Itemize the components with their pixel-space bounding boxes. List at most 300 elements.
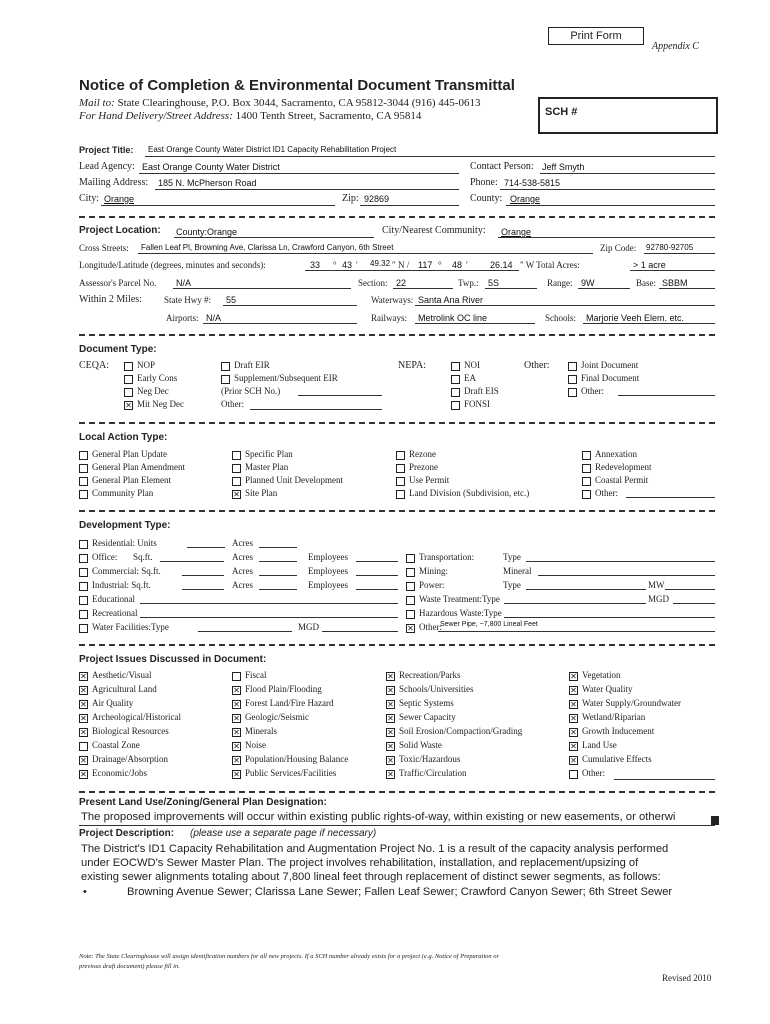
section-label: Section: [358,278,388,288]
range-underline [578,288,630,289]
local1-label-0: General Plan Update [92,449,167,459]
local3-checkbox-2[interactable] [396,477,405,486]
local1-checkbox-2[interactable] [79,477,88,486]
ceqa-other-underline [250,409,382,410]
local3-label-1: Prezone [409,462,438,472]
dev-right-checkbox-2[interactable] [406,582,415,591]
local4-label-0: Annexation [595,449,637,459]
issue-b-checkbox-1[interactable] [232,686,241,695]
transport-type: Type [503,552,521,562]
zip-label: Zip: [342,193,359,204]
footer-note-line-1: Note: The State Clearinghouse will assign identification numbers for all new projects. If a SCH number already exists for a project (e.g. Notice of Preparation or [79,953,500,960]
location-county-value[interactable]: County:Orange [176,227,238,237]
issue-a-checkbox-0[interactable] [79,672,88,681]
dev-other-underline [438,631,715,632]
local4-checkbox-0[interactable] [582,451,591,460]
issue-c-label-1: Schools/Universities [399,684,474,694]
issue-a-label-4: Biological Resources [92,726,169,736]
local4-checkbox-1[interactable] [582,464,591,473]
cross-streets-value[interactable]: Fallen Leaf Pl, Browning Ave, Clarissa Ln, Crawford Canyon, 6th Street [141,243,394,252]
railways-label: Railways: [371,313,407,323]
phone-value[interactable]: 714-538-5815 [504,178,561,188]
mining-mineral: Mineral [503,566,532,576]
issue-d-checkbox-6[interactable] [569,756,578,765]
other-doc-checkbox-0[interactable] [568,362,577,371]
local3-label-0: Rezone [409,449,436,459]
water-type-underline [198,631,292,632]
issue-c-label-5: Solid Waste [399,740,442,750]
local2-label-3: Site Plan [245,488,278,498]
section-divider [79,422,715,424]
issue-a-checkbox-7[interactable] [79,770,88,779]
issue-c-label-4: Soil Erosion/Compaction/Grading [399,726,523,736]
issue-d-checkbox-3[interactable] [569,714,578,723]
ceqa-checkbox-2[interactable] [124,388,133,397]
issue-b-checkbox-5[interactable] [232,742,241,751]
office-sqft: Sq.ft. [133,552,153,562]
ceqa2-checkbox-0[interactable] [221,362,230,371]
local1-checkbox-1[interactable] [79,464,88,473]
description-line-2[interactable]: under EOCWD's Sewer Master Plan. The project involves rehabilitation, installation, and replacement/upsizing of [81,857,639,869]
dev-checkbox-5[interactable] [79,610,88,619]
nepa-label: NEPA: [398,360,426,371]
local2-checkbox-3[interactable] [232,490,241,499]
hand-delivery-label: For Hand Delivery/Street Address: [79,110,233,122]
issue-a-checkbox-1[interactable] [79,686,88,695]
hwy-value[interactable]: 55 [226,295,237,305]
other-doc-label-1: Final Document [581,373,640,383]
issue-b-checkbox-3[interactable] [232,714,241,723]
hand-delivery-line [79,110,421,122]
issue-a-checkbox-5[interactable] [79,742,88,751]
city-community-value[interactable]: Orange [501,227,532,237]
airports-value[interactable]: N/A [206,313,222,323]
issue-b-checkbox-7[interactable] [232,770,241,779]
appendix-label: Appendix C [652,41,699,52]
cross-streets-underline [138,253,593,254]
lon-min-value[interactable]: 48 [452,260,463,270]
issue-c-label-3: Sewer Capacity [399,712,456,722]
lead-agency-underline [139,173,459,174]
issue-c-checkbox-5[interactable] [386,742,395,751]
issue-b-label-4: Minerals [245,726,277,736]
range-value[interactable]: 9W [581,278,595,288]
com-acres-underline [259,575,297,576]
issue-a-checkbox-6[interactable] [79,756,88,765]
dev-checkbox-0[interactable] [79,540,88,549]
local-other-underline [626,497,715,498]
issue-a-label-1: Agricultural Land [92,684,157,694]
dev-right-checkbox-0[interactable] [406,554,415,563]
project-title-label: Project Title: [79,145,134,155]
county-underline [506,205,715,206]
local4-checkbox-2[interactable] [582,477,591,486]
description-hint: (please use a separate page if necessary) [190,828,377,839]
land-use-overflow-marker [711,816,719,825]
revised-date: Revised 2010 [662,973,712,983]
land-use-value[interactable]: The proposed improvements will occur within existing public rights-of-way, within existing or new easements, or otherwi [81,811,676,823]
longlat-underline [305,270,519,271]
mail-to-label: Mail to: [79,97,115,109]
local1-label-1: General Plan Amendment [92,462,185,472]
dev-right-label-0: Transportation: [419,552,475,562]
other-doc-label-0: Joint Document [581,360,639,370]
issues-label: Project Issues Discussed in Document: [79,654,267,665]
other-doc-checkbox-2[interactable] [568,388,577,397]
local4-checkbox-3[interactable] [582,490,591,499]
form-title: Notice of Completion & Environmental Document Transmittal [79,77,515,94]
com-employees: Employees [308,566,348,576]
deg-symbol-2: ° [438,260,442,270]
project-title-value[interactable]: East Orange County Water District ID1 Capacity Rehabilitation Project [148,145,397,154]
issue-d-checkbox-5[interactable] [569,742,578,751]
local3-checkbox-3[interactable] [396,490,405,499]
mail-to-line [79,97,480,109]
lat-deg-value[interactable]: 33 [310,260,321,270]
issue-d-label-6: Cumulative Effects [582,754,652,764]
lat-sec-value[interactable]: 49.32 [370,259,391,268]
issue-a-checkbox-4[interactable] [79,728,88,737]
waste-mgd-underline [673,603,715,604]
issue-c-checkbox-4[interactable] [386,728,395,737]
local2-label-2: Planned Unit Development [245,475,343,485]
description-label: Project Description: [79,828,175,839]
ceqa-label-3: Mit Neg Dec [137,399,184,409]
min-symbol: ′ [356,260,358,270]
zipcode-underline [644,253,715,254]
within-2-miles-label: Within 2 Miles: [79,294,142,305]
phone-label: Phone: [470,177,498,188]
waterways-label: Waterways: [371,295,414,305]
section-divider [79,216,715,218]
dev-right-label-1: Mining: [419,566,449,576]
ceqa-checkbox-3[interactable] [124,401,133,410]
dev-label-1: Office: [92,552,118,562]
ceqa-label-0: NOP [137,360,156,370]
phone-underline [500,189,715,190]
local1-checkbox-0[interactable] [79,451,88,460]
zip-value[interactable]: 92869 [364,194,390,204]
development-type-label: Development Type: [79,520,171,531]
local2-checkbox-2[interactable] [232,477,241,486]
local3-checkbox-0[interactable] [396,451,405,460]
document-type-label: Document Type: [79,344,157,355]
sch-label: SCH # [545,106,578,118]
issue-c-checkbox-6[interactable] [386,756,395,765]
issue-b-label-5: Noise [245,740,266,750]
dev-checkbox-6[interactable] [79,624,88,633]
local2-label-0: Specific Plan [245,449,293,459]
dev-checkbox-1[interactable] [79,554,88,563]
local4-label-2: Coastal Permit [595,475,649,485]
local4-label-3: Other: [595,488,618,498]
city-underline [101,205,335,206]
nepa-checkbox-1[interactable] [451,375,460,384]
nepa-label-0: NOI [464,360,480,370]
county-label: County: [470,193,503,204]
educational-underline [140,603,398,604]
nepa-label-3: FONSI [464,399,491,409]
section-divider [79,644,715,646]
com-sqft-underline [182,575,224,576]
base-underline [659,288,715,289]
issue-a-label-6: Drainage/Absorption [92,754,168,764]
prior-sch-underline [298,395,382,396]
airports-label: Airports: [166,313,199,323]
issues-other-underline [614,779,715,780]
issue-b-label-7: Public Services/Facilities [245,768,337,778]
local1-label-3: Community Plan [92,488,154,498]
local4-label-1: Redevelopment [595,462,652,472]
ceqa-checkbox-1[interactable] [124,375,133,384]
power-type-underline [526,589,646,590]
dev-right-checkbox-5[interactable] [406,624,415,633]
waste-type-underline [504,603,646,604]
twp-underline [485,288,537,289]
dev-right-label-4: Hazardous Waste:Type [419,608,502,618]
base-value[interactable]: SBBM [662,278,688,288]
nepa-checkbox-2[interactable] [451,388,460,397]
hazardous-type-underline [504,617,715,618]
local3-label-2: Use Permit [409,475,450,485]
description-bullet: • [83,886,87,898]
mailing-underline [155,189,459,190]
footer-note-line-2: previous draft document) please fill in. [79,963,180,970]
contact-underline [540,173,715,174]
issue-a-label-3: Archeological/Historical [92,712,181,722]
railways-value[interactable]: Metrolink OC line [418,313,488,323]
nepa-checkbox-3[interactable] [451,401,460,410]
issue-d-label-3: Wetland/Riparian [582,712,646,722]
units-underline [187,547,225,548]
com-acres: Acres [232,566,253,576]
local3-checkbox-1[interactable] [396,464,405,473]
other-doc-underline [618,395,715,396]
ceqa-label: CEQA: [79,360,109,371]
acres-underline [630,270,715,271]
county-value[interactable]: Orange [510,194,541,204]
deg-symbol: ° [333,260,337,270]
issue-b-checkbox-2[interactable] [232,700,241,709]
mail-to-address: State Clearinghouse, P.O. Box 3044, Sacramento, CA 95812-3044 (916) 445-0613 [117,97,481,109]
apn-value[interactable]: N/A [176,278,192,288]
dev-right-checkbox-3[interactable] [406,596,415,605]
local2-label-1: Master Plan [245,462,289,472]
dev-right-label-5: Other: [419,622,442,632]
ind-acres-underline [259,589,297,590]
other-doc-checkbox-1[interactable] [568,375,577,384]
dev-label-5: Recreational [92,608,138,618]
description-bullet-text[interactable]: Browning Avenue Sewer; Clarissa Lane Sewer; Fallen Leaf Sewer; Crawford Canyon Sewer; 6th Street Sewer [127,886,673,898]
issue-c-checkbox-0[interactable] [386,672,395,681]
issue-d-checkbox-2[interactable] [569,700,578,709]
waterways-underline [415,305,715,306]
mailing-label: Mailing Address: [79,177,149,188]
lon-deg-value[interactable]: 117 [418,260,433,270]
office-sqft-underline [160,561,224,562]
office-employees-underline [356,561,398,562]
dev-checkbox-3[interactable] [79,582,88,591]
dev-label-4: Educational [92,594,135,604]
city-value[interactable]: Orange [104,194,135,204]
print-form-button[interactable]: Print Form [548,27,644,45]
local1-label-2: General Plan Element [92,475,171,485]
schools-value[interactable]: Marjorie Veeh Elem. etc. [586,313,685,323]
section-divider [79,791,715,793]
issue-d-label-1: Water Quality [582,684,633,694]
recreational-underline [140,617,398,618]
local2-checkbox-1[interactable] [232,464,241,473]
lead-agency-label: Lead Agency: [79,161,135,172]
section-value[interactable]: 22 [396,278,407,288]
power-type: Type [503,580,521,590]
issue-d-label-7: Other: [582,768,605,778]
issue-a-checkbox-2[interactable] [79,700,88,709]
city-community-underline [498,237,715,238]
mailing-value[interactable]: 185 N. McPherson Road [158,178,257,188]
dev-checkbox-4[interactable] [79,596,88,605]
hwy-underline [223,305,357,306]
hwy-label: State Hwy #: [164,295,211,305]
ind-employees-underline [356,589,398,590]
issue-d-label-2: Water Supply/Groundwater [582,698,681,708]
local2-checkbox-0[interactable] [232,451,241,460]
issue-c-checkbox-1[interactable] [386,686,395,695]
local3-label-3: Land Division (Subdivision, etc.) [409,488,530,498]
land-use-underline [79,825,715,826]
schools-label: Schools: [545,313,577,323]
dev-label-2: Commercial: Sq.ft. [92,566,161,576]
zip-underline [360,205,459,206]
dev-other-value[interactable]: Sewer Pipe, ~7,800 Lineal Feet [440,621,538,628]
section-divider [79,510,715,512]
zipcode-label: Zip Code: [600,243,637,253]
range-label: Range: [547,278,573,288]
city-label: City: [79,193,100,204]
ceqa-other-label: Other: [221,399,244,409]
nepa-label-2: Draft EIS [464,386,499,396]
issue-a-label-5: Coastal Zone [92,740,140,750]
ind-employees: Employees [308,580,348,590]
issue-d-checkbox-4[interactable] [569,728,578,737]
dev-right-label-2: Power: [419,580,445,590]
description-line-1[interactable]: The District's ID1 Capacity Rehabilitation and Augmentation Project No. 1 is a result of the capacity analysis performed [81,843,669,855]
total-acres-value[interactable]: > 1 acre [633,260,666,270]
issue-d-label-0: Vegetation [582,670,621,680]
issue-b-checkbox-6[interactable] [232,756,241,765]
contact-label: Contact Person: [470,161,534,172]
nepa-checkbox-0[interactable] [451,362,460,371]
res-acres-underline [259,547,297,548]
office-acres: Acres [232,552,253,562]
twp-value[interactable]: 5S [488,278,500,288]
airports-underline [203,323,357,324]
total-acres-label: " W Total Acres: [520,260,580,270]
power-mw-underline [665,589,715,590]
schools-underline [583,323,715,324]
dev-right-label-3: Waste Treatment:Type [419,594,500,604]
issue-c-label-2: Septic Systems [399,698,454,708]
issue-c-checkbox-3[interactable] [386,714,395,723]
mineral-underline [538,575,715,576]
ceqa-checkbox-0[interactable] [124,362,133,371]
power-mw: MW [648,580,665,590]
dev-label-6: Water Facilities:Type [92,622,169,632]
longlat-label: Longitude/Latitude (degrees, minutes and seconds): [79,260,266,270]
apn-underline [173,288,351,289]
issue-b-label-2: Forest Land/Fire Hazard [245,698,334,708]
dev-right-checkbox-4[interactable] [406,610,415,619]
cross-streets-label: Cross Streets: [79,243,129,253]
min-symbol-2: ′ [466,260,468,270]
issue-a-label-2: Air Quality [92,698,134,708]
lead-agency-value[interactable]: East Orange County Water District [142,162,280,172]
dev-right-checkbox-1[interactable] [406,568,415,577]
ind-sqft-underline [182,589,224,590]
description-line-3[interactable]: existing sewer alignments totaling about 7,800 lineal feet through replacement of distinct sewer segments, as follows: [81,871,661,883]
city-community-label: City/Nearest Community: [382,225,486,236]
issue-b-label-3: Geologic/Seismic [245,712,309,722]
section-divider [79,334,715,336]
issue-d-label-4: Growth Inducement [582,726,655,736]
nepa-label-1: EA [464,373,476,383]
local1-checkbox-3[interactable] [79,490,88,499]
issue-d-checkbox-1[interactable] [569,686,578,695]
com-employees-underline [356,575,398,576]
issue-c-checkbox-2[interactable] [386,700,395,709]
project-location-label: Project Location: [79,225,161,236]
issue-c-checkbox-7[interactable] [386,770,395,779]
waterways-value[interactable]: Santa Ana River [418,295,484,305]
issue-b-checkbox-4[interactable] [232,728,241,737]
issue-d-checkbox-0[interactable] [569,672,578,681]
other-doc-label: Other: [524,360,550,371]
contact-value[interactable]: Jeff Smyth [542,162,585,172]
twp-label: Twp.: [458,278,479,288]
issue-d-label-5: Land Use [582,740,617,750]
n-label: ″ N / [392,260,410,270]
issue-c-label-7: Traffic/Circulation [399,768,467,778]
section-underline [393,288,453,289]
water-mgd-underline [322,631,398,632]
apn-label: Assessor's Parcel No. [79,278,157,288]
railways-underline [415,323,535,324]
dev-label-0: Residential: Units [92,538,157,548]
ind-acres: Acres [232,580,253,590]
ceqa-label-2: Neg Dec [137,386,169,396]
issue-d-checkbox-7[interactable] [569,770,578,779]
lon-sec-value[interactable]: 26.14 [490,260,513,270]
issue-b-checkbox-0[interactable] [232,672,241,681]
dev-checkbox-2[interactable] [79,568,88,577]
project-title-underline [145,156,715,157]
issue-a-label-7: Economic/Jobs [92,768,147,778]
ceqa2-label-0: Draft EIR [234,360,270,370]
ceqa2-checkbox-1[interactable] [221,375,230,384]
ceqa-label-1: Early Cons [137,373,178,383]
waste-mgd: MGD [648,594,670,604]
residential-acres: Acres [232,538,253,548]
prior-sch-label: (Prior SCH No.) [221,386,281,396]
zipcode-value[interactable]: 92780-92705 [646,243,694,252]
hand-delivery-address: 1400 Tenth Street, Sacramento, CA 95814 [235,110,422,122]
issue-c-label-6: Toxic/Hazardous [399,754,461,764]
dev-label-3: Industrial: Sq.ft. [92,580,151,590]
issue-a-label-0: Aesthetic/Visual [92,670,152,680]
local-action-label: Local Action Type: [79,432,168,443]
issue-a-checkbox-3[interactable] [79,714,88,723]
lat-min-value[interactable]: 43 [342,260,353,270]
